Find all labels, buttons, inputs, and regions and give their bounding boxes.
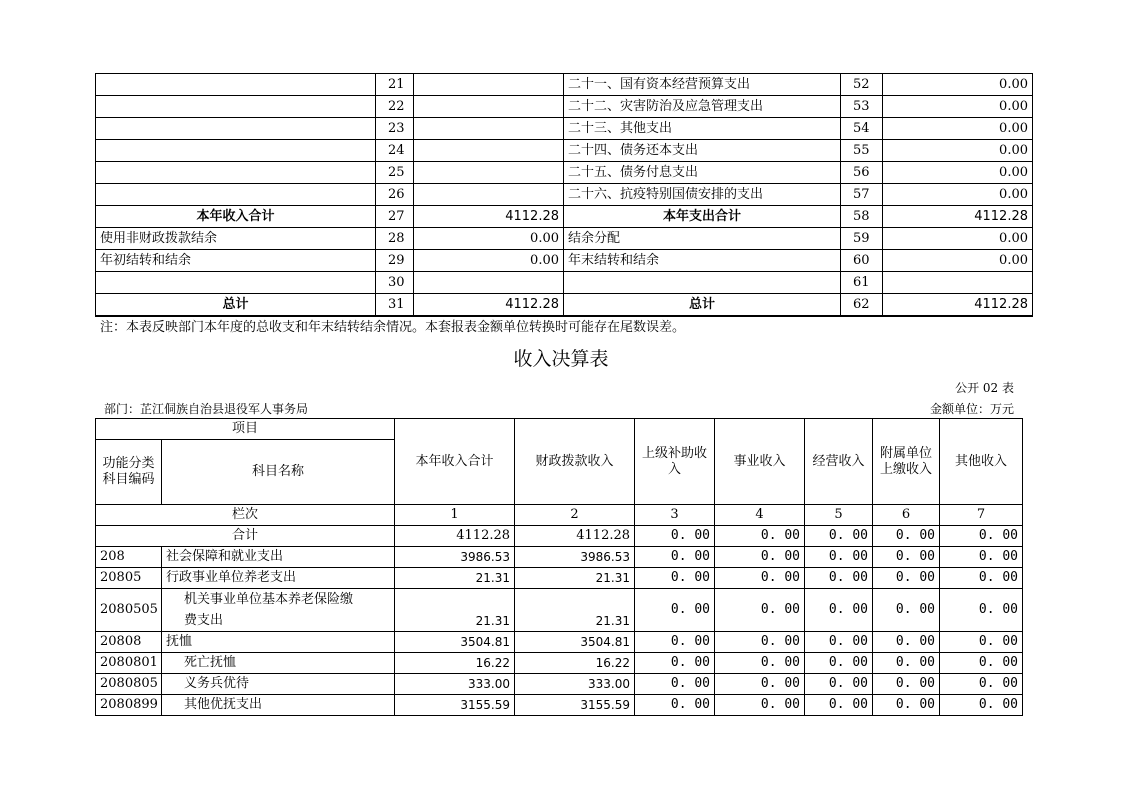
cell-value: 0. 00	[873, 589, 940, 632]
cell-value: 0. 00	[635, 568, 715, 589]
subject-name: 死亡抚恤	[162, 653, 395, 674]
table-row	[96, 547, 1023, 568]
left-amount: 0.00	[414, 250, 564, 272]
right-amount	[883, 272, 1033, 294]
cell-value: 0. 00	[635, 653, 715, 674]
left-seq: 26	[376, 184, 414, 206]
subject-name: 其他优抚支出	[162, 695, 395, 716]
header-business: 事业收入	[715, 419, 805, 505]
summary-table	[95, 73, 1033, 317]
header-total: 本年收入合计	[395, 419, 515, 505]
cell-value: 0. 00	[940, 674, 1023, 695]
cell-value: 0. 00	[873, 653, 940, 674]
right-seq: 61	[841, 272, 883, 294]
cell-value: 0. 00	[715, 674, 805, 695]
total-value: 0. 00	[715, 526, 805, 547]
cell-value: 0. 00	[940, 568, 1023, 589]
left-seq: 25	[376, 162, 414, 184]
right-seq: 59	[841, 228, 883, 250]
right-amount: 0.00	[883, 74, 1033, 96]
grand-total-row	[96, 294, 1033, 317]
subject-code: 20805	[96, 568, 162, 589]
year-total-row	[96, 206, 1033, 228]
subject-code: 20808	[96, 632, 162, 653]
cell-value: 0. 00	[635, 547, 715, 568]
subject-code: 2080805	[96, 674, 162, 695]
table-code: 公开 02 表	[955, 381, 1014, 395]
table-row	[96, 184, 1033, 206]
column-number: 3	[635, 505, 715, 526]
left-seq: 30	[376, 272, 414, 294]
column-number: 1	[395, 505, 515, 526]
left-amount	[414, 272, 564, 294]
subject-code: 2080899	[96, 695, 162, 716]
cell-value: 0. 00	[873, 674, 940, 695]
right-item: 二十五、债务付息支出	[564, 162, 841, 184]
cell-value: 0. 00	[805, 589, 873, 632]
cell-value: 0. 00	[940, 589, 1023, 632]
table-row	[96, 589, 1023, 632]
cell-value: 0. 00	[715, 653, 805, 674]
table-row	[96, 74, 1033, 96]
table-row	[96, 140, 1033, 162]
left-item	[96, 140, 376, 162]
left-item	[96, 118, 376, 140]
cell-value: 0. 00	[635, 632, 715, 653]
right-item: 总计	[564, 294, 841, 317]
table-row	[96, 228, 1033, 250]
subject-code: 2080505	[96, 589, 162, 632]
cell-value: 0. 00	[940, 632, 1023, 653]
left-amount	[414, 118, 564, 140]
table-note: 注：本表反映部门本年度的总收支和年末结转结余情况。本套报表金额单位转换时可能存在尾数误差。	[100, 320, 686, 335]
subject-name: 社会保障和就业支出	[162, 547, 395, 568]
subject-code: 208	[96, 547, 162, 568]
cell-value: 0. 00	[805, 695, 873, 716]
left-seq: 23	[376, 118, 414, 140]
header-row	[96, 419, 1023, 440]
right-amount: 0.00	[883, 228, 1033, 250]
cell-value: 21.31	[515, 589, 635, 632]
left-item	[96, 74, 376, 96]
cell-value: 0. 00	[635, 674, 715, 695]
cell-value: 21.31	[515, 568, 635, 589]
right-item: 二十四、债务还本支出	[564, 140, 841, 162]
right-seq: 56	[841, 162, 883, 184]
table-row	[96, 118, 1033, 140]
subject-name: 机关事业单位基本养老保险缴费支出	[162, 589, 395, 632]
total-label: 合计	[96, 526, 395, 547]
left-seq: 22	[376, 96, 414, 118]
unit-label: 金额单位：万元	[929, 402, 1014, 416]
cell-value: 3155.59	[395, 695, 515, 716]
header-affiliated: 附属单位上缴收入	[873, 419, 940, 505]
left-item	[96, 184, 376, 206]
left-item: 本年收入合计	[96, 206, 376, 228]
cell-value: 0. 00	[715, 589, 805, 632]
right-seq: 62	[841, 294, 883, 317]
right-seq: 53	[841, 96, 883, 118]
table-row	[96, 272, 1033, 294]
table-row	[96, 632, 1023, 653]
cell-value: 0. 00	[805, 547, 873, 568]
header-func-code: 功能分类科目编码	[96, 440, 162, 505]
total-row	[96, 526, 1023, 547]
right-item: 年末结转和结余	[564, 250, 841, 272]
cell-value: 3155.59	[515, 695, 635, 716]
header-superior: 上级补助收入	[635, 419, 715, 505]
left-item	[96, 272, 376, 294]
cell-value: 0. 00	[715, 568, 805, 589]
cell-value: 0. 00	[805, 674, 873, 695]
cell-value: 0. 00	[940, 547, 1023, 568]
right-item: 二十三、其他支出	[564, 118, 841, 140]
right-item	[564, 272, 841, 294]
cell-value: 0. 00	[635, 695, 715, 716]
left-amount	[414, 140, 564, 162]
right-amount: 0.00	[883, 250, 1033, 272]
left-item	[96, 96, 376, 118]
cell-value: 333.00	[515, 674, 635, 695]
cell-value: 0. 00	[940, 695, 1023, 716]
left-seq: 29	[376, 250, 414, 272]
table-row	[96, 653, 1023, 674]
subject-name: 抚恤	[162, 632, 395, 653]
total-value: 0. 00	[873, 526, 940, 547]
right-item: 二十二、灾害防治及应急管理支出	[564, 96, 841, 118]
cell-value: 0. 00	[715, 695, 805, 716]
cell-value: 3986.53	[515, 547, 635, 568]
right-seq: 54	[841, 118, 883, 140]
total-value: 4112.28	[395, 526, 515, 547]
left-amount: 0.00	[414, 228, 564, 250]
cell-value: 0. 00	[940, 653, 1023, 674]
subject-name: 行政事业单位养老支出	[162, 568, 395, 589]
cell-value: 0. 00	[873, 547, 940, 568]
table-row	[96, 674, 1023, 695]
cell-value: 3504.81	[395, 632, 515, 653]
header-other: 其他收入	[940, 419, 1023, 505]
left-item: 总计	[96, 294, 376, 317]
table-row	[96, 162, 1033, 184]
right-amount: 0.00	[883, 184, 1033, 206]
cell-value: 16.22	[515, 653, 635, 674]
total-value: 0. 00	[940, 526, 1023, 547]
right-seq: 52	[841, 74, 883, 96]
column-number: 6	[873, 505, 940, 526]
left-seq: 21	[376, 74, 414, 96]
column-number-row	[96, 505, 1023, 526]
left-item: 年初结转和结余	[96, 250, 376, 272]
column-number: 2	[515, 505, 635, 526]
cell-value: 16.22	[395, 653, 515, 674]
left-seq: 31	[376, 294, 414, 317]
cell-value: 3504.81	[515, 632, 635, 653]
total-value: 0. 00	[805, 526, 873, 547]
column-number: 5	[805, 505, 873, 526]
table-row	[96, 96, 1033, 118]
table-row	[96, 568, 1023, 589]
right-item: 本年支出合计	[564, 206, 841, 228]
right-amount: 0.00	[883, 140, 1033, 162]
cell-value: 21.31	[395, 568, 515, 589]
cell-value: 21.31	[395, 589, 515, 632]
cell-value: 0. 00	[805, 568, 873, 589]
header-subject-name: 科目名称	[162, 440, 395, 505]
right-item: 二十一、国有资本经营预算支出	[564, 74, 841, 96]
table-row	[96, 695, 1023, 716]
left-amount	[414, 162, 564, 184]
column-number: 4	[715, 505, 805, 526]
left-amount	[414, 74, 564, 96]
cell-value: 3986.53	[395, 547, 515, 568]
left-amount	[414, 184, 564, 206]
left-amount	[414, 96, 564, 118]
income-table	[95, 418, 1023, 716]
cell-value: 0. 00	[805, 653, 873, 674]
cell-value: 0. 00	[715, 547, 805, 568]
right-seq: 58	[841, 206, 883, 228]
left-seq: 24	[376, 140, 414, 162]
cell-value: 0. 00	[805, 632, 873, 653]
left-seq: 28	[376, 228, 414, 250]
left-seq: 27	[376, 206, 414, 228]
right-amount: 4112.28	[883, 294, 1033, 317]
header-operating: 经营收入	[805, 419, 873, 505]
right-amount: 0.00	[883, 118, 1033, 140]
subject-name: 义务兵优待	[162, 674, 395, 695]
department-label: 部门：芷江侗族自治县退役军人事务局	[104, 402, 309, 416]
column-number: 7	[940, 505, 1023, 526]
left-item	[96, 162, 376, 184]
page-title: 收入决算表	[513, 348, 609, 370]
cell-value: 0. 00	[873, 695, 940, 716]
table-row	[96, 250, 1033, 272]
total-value: 0. 00	[635, 526, 715, 547]
total-value: 4112.28	[515, 526, 635, 547]
right-item: 二十六、抗疫特别国债安排的支出	[564, 184, 841, 206]
header-project: 项目	[96, 419, 395, 440]
cell-value: 333.00	[395, 674, 515, 695]
cell-value: 0. 00	[873, 568, 940, 589]
cell-value: 0. 00	[715, 632, 805, 653]
right-amount: 0.00	[883, 162, 1033, 184]
right-amount: 0.00	[883, 96, 1033, 118]
right-seq: 60	[841, 250, 883, 272]
subject-code: 2080801	[96, 653, 162, 674]
left-item: 使用非财政拨款结余	[96, 228, 376, 250]
right-seq: 55	[841, 140, 883, 162]
cell-value: 0. 00	[635, 589, 715, 632]
right-item: 结余分配	[564, 228, 841, 250]
right-seq: 57	[841, 184, 883, 206]
left-amount: 4112.28	[414, 294, 564, 317]
cell-value: 0. 00	[873, 632, 940, 653]
left-amount: 4112.28	[414, 206, 564, 228]
header-fiscal: 财政拨款收入	[515, 419, 635, 505]
right-amount: 4112.28	[883, 206, 1033, 228]
column-label: 栏次	[96, 505, 395, 526]
